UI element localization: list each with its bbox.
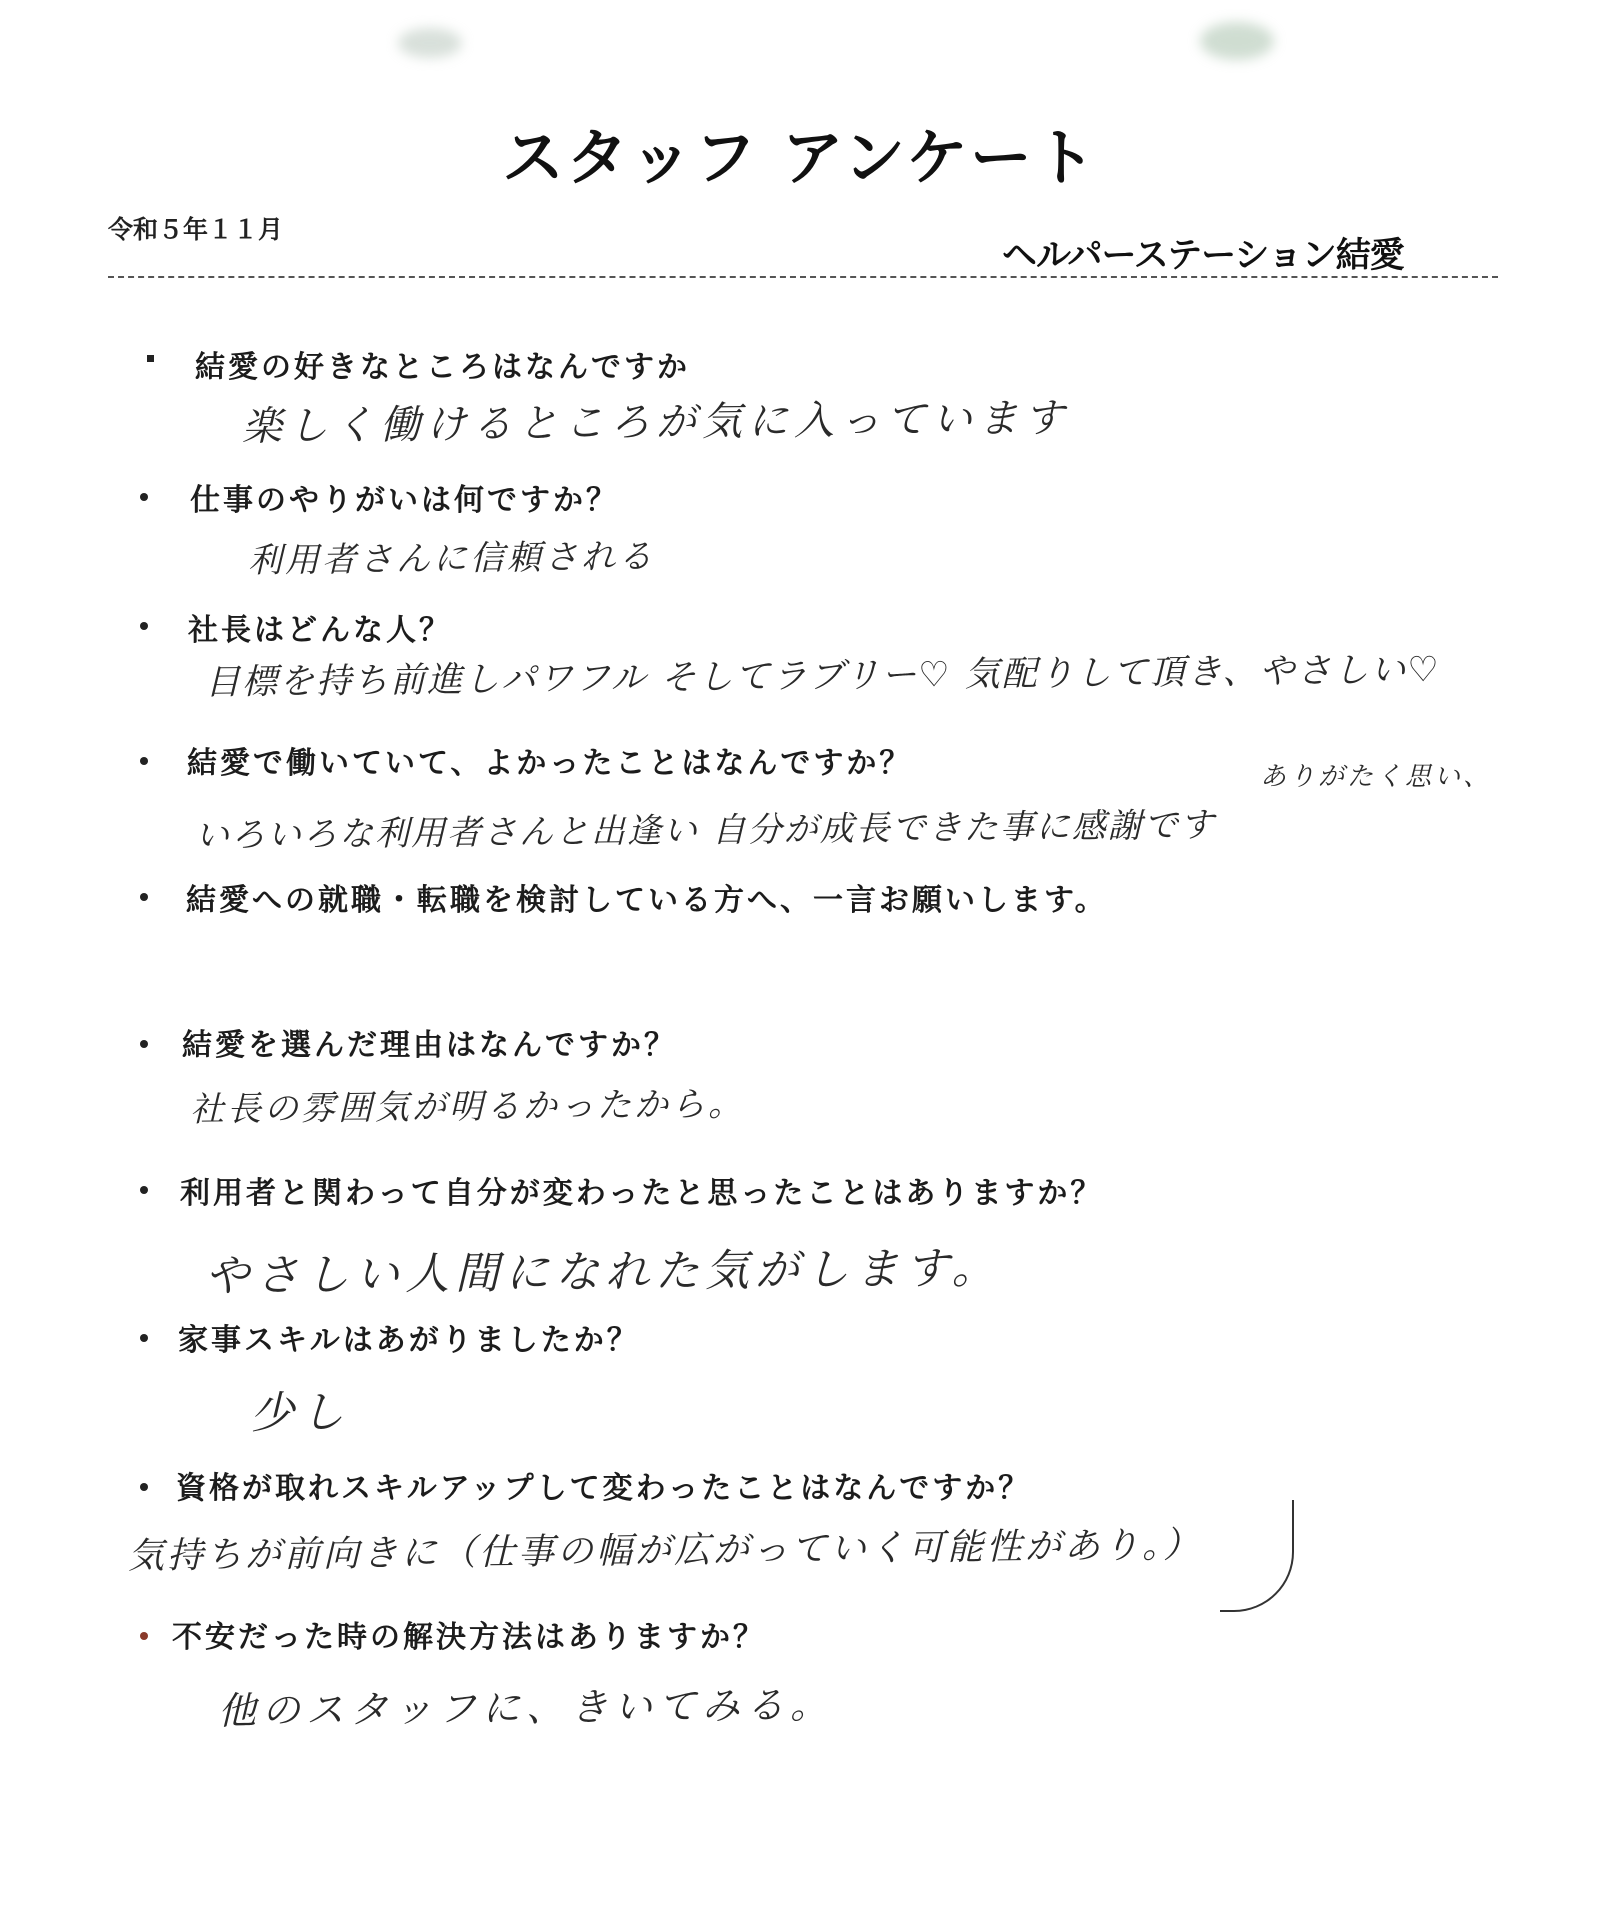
question-10: 不安だった時の解決方法はありますか？: [172, 1620, 766, 1655]
answer-1: 楽しく働けるところが気に入っています: [241, 395, 1071, 450]
bullet: [140, 622, 148, 630]
answer-4-insertion-note: ありがたく思い、: [1260, 762, 1493, 792]
answer-4: いろいろな利用者さんと出逢い 自分が成長できた事に感謝です: [194, 805, 1217, 856]
scan-smudge: [1200, 22, 1274, 60]
answer-8: 少し: [249, 1386, 351, 1439]
question-2: 仕事のやりがいは何ですか？: [190, 483, 619, 518]
scan-smudge: [398, 28, 462, 58]
bullet: [140, 1186, 148, 1194]
bullet: [140, 1483, 148, 1491]
answer-9: 気持ちが前向きに（仕事の幅が広がっていく可能性があり。）: [127, 1524, 1203, 1577]
bullet: [140, 493, 148, 501]
question-9: 資格が取れスキルアップして変わったことはなんですか？: [176, 1471, 1032, 1506]
answer-10: 他のスタッフに、きいてみる。: [217, 1682, 835, 1733]
question-7: 利用者と関わって自分が変わったと思ったことはありますか？: [180, 1176, 1104, 1211]
bullet: [147, 355, 154, 362]
question-4: 結愛で働いていて、よかったことはなんですか？: [187, 746, 913, 781]
question-6: 結愛を選んだ理由はなんですか？: [182, 1028, 677, 1063]
organization-name: ヘルパーステーション結愛: [1002, 236, 1404, 276]
survey-date: 令和５年１１月: [108, 215, 284, 244]
question-5: 結愛への就職・転職を検討している方へ、一言お願いします。: [186, 883, 1108, 918]
handwritten-bracket-stroke: [1220, 1500, 1294, 1612]
bullet: [140, 893, 148, 901]
answer-3: 目標を持ち前進しパワフル そしてラブリー♡ 気配りして頂き、やさしい♡: [204, 650, 1441, 703]
answer-6: 社長の雰囲気が明るかったから。: [189, 1084, 746, 1130]
answer-2: 利用者さんに信頼される: [247, 536, 656, 581]
question-8: 家事スキルはあがりましたか？: [178, 1323, 640, 1358]
bullet: [140, 1632, 148, 1640]
answer-7: やさしい人間になれた気がします。: [204, 1242, 1002, 1302]
bullet: [140, 1334, 148, 1342]
question-1: 結愛の好きなところはなんですか: [195, 350, 690, 385]
question-3: 社長はどんな人？: [188, 613, 452, 648]
bullet: [140, 757, 148, 765]
bullet: [140, 1040, 148, 1048]
header-divider: [108, 276, 1498, 278]
page-title: スタッフ アンケート: [502, 121, 1098, 194]
